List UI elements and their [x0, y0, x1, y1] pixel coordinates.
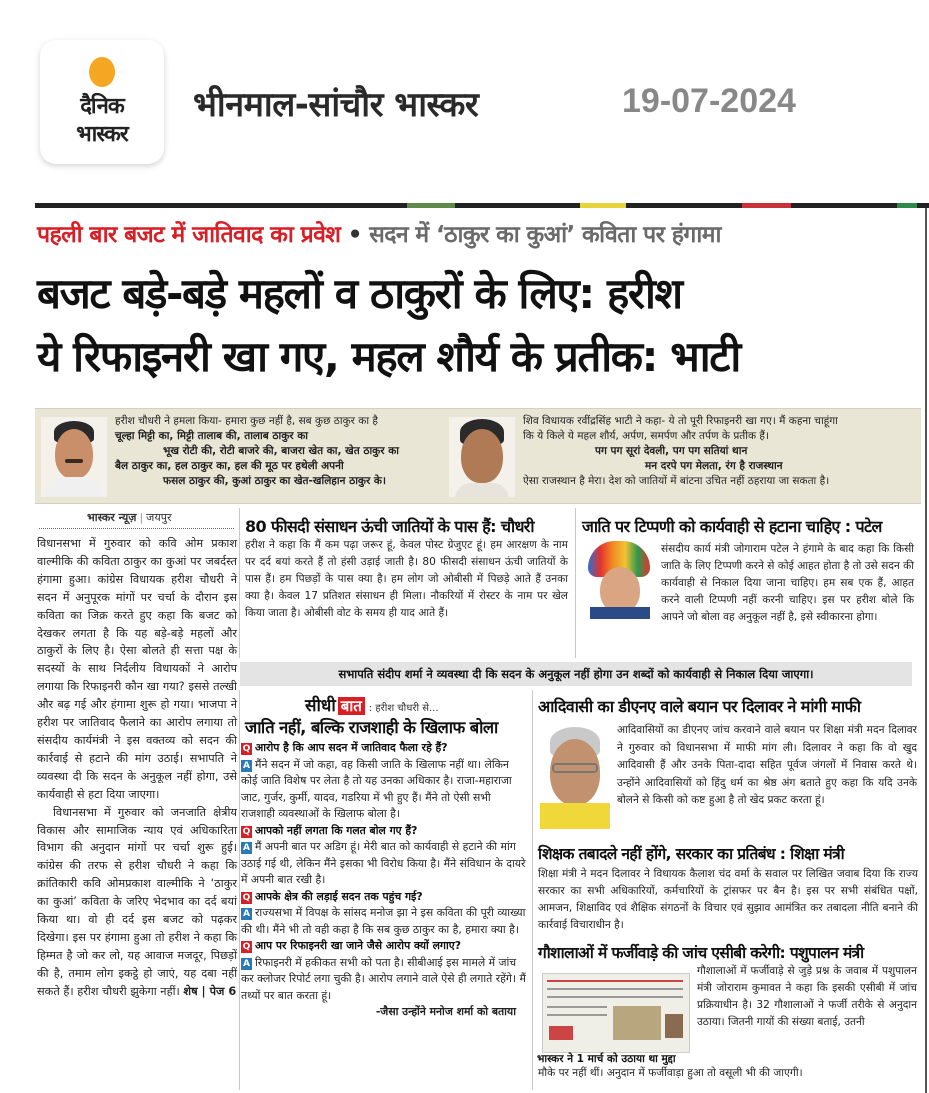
ravindra-bhati-photo: [449, 417, 515, 497]
headline-line-2: ये रिफाइनरी खा गए, महल शौर्य के प्रतीक: भाटी: [37, 332, 740, 381]
edition-title: भीनमाल-सांचौर भास्कर: [193, 85, 479, 125]
kicker-red: पहली बार बजट में जातिवाद का प्रवेश: [37, 222, 341, 248]
interview-subject: : हरीश चौधरी से...: [368, 703, 439, 714]
stripe-red-segment: [742, 203, 791, 208]
interview-answer: [241, 757, 526, 823]
quote-left-line5: फसल ठाकुर की, कुआं ठाकुर का खेत-खलिहान ठाकुर के।: [163, 475, 386, 487]
byline: [87, 510, 171, 525]
clip-photo: [665, 1014, 683, 1038]
sidhi-label: सीधी: [305, 696, 336, 716]
logo-text-line1: दैनिक: [80, 94, 124, 119]
clip-line: [547, 980, 683, 982]
quote-right-line4: मन दरपे पग मेलता, रंग है राजस्थान: [645, 460, 783, 472]
question-text: आपके क्षेत्र की लड़ाई सदन तक पहुंच गई?: [255, 889, 423, 903]
byline-divider: [39, 528, 234, 529]
photo-glasses: [552, 763, 598, 773]
byline-source: भास्कर न्यूज़: [87, 511, 137, 524]
clip-photo: [613, 1006, 661, 1040]
patel-heading: जाति पर टिप्पणी को कार्यवाही से हटाना चाहिए : पटेल: [582, 517, 882, 536]
clip-photo: [549, 1026, 573, 1040]
quote-right-line2: कि ये किले ये महल शौर्य, अर्पण, समर्पण और तर्पण के प्रतीक हैं।: [523, 430, 769, 442]
column-divider: [239, 508, 240, 658]
quote-left-line4: बैल ठाकुर का, हल ठाकुर का, हल की मूठ पर हथेली अपनी: [115, 460, 344, 472]
gaushala-body-bottom: मौके पर नहीं थीं। अनुदान में फर्जीवाड़ा हुआ तो वसूली भी की जाएगी।: [538, 1067, 803, 1079]
column-divider: [239, 690, 240, 1090]
newspaper-page: [35, 203, 929, 1093]
baat-label: बात: [338, 697, 365, 715]
newspaper-clipping-image: [542, 973, 690, 1053]
answer-badge-icon: A: [241, 908, 252, 920]
dilawar-heading: आदिवासी का डीएनए वाले बयान पर दिलावर ने मांगी माफी: [538, 697, 861, 716]
question-text: आप पर रिफाइनरी खा जाने जैसे आरोप क्यों लगाए?: [255, 939, 462, 952]
quote-left-line2: चूल्हा मिट्टी का, मिट्टी तालाब की, तालाब ठाकुर का: [115, 430, 309, 442]
question-badge-icon: Q: [242, 826, 251, 837]
logo-sun-icon: [89, 57, 115, 87]
column-divider: [575, 508, 576, 658]
edition-date: 19-07-2024: [622, 82, 796, 120]
page-edge: [925, 208, 927, 1093]
quote-right-line3: पग पग सूरां देवली, पग पग सतियां थान: [595, 445, 748, 457]
clip-line: [547, 1006, 607, 1008]
photo-coat: [590, 607, 650, 619]
interview-question: [241, 889, 526, 906]
answer-badge-icon: A: [241, 760, 252, 772]
lead-paragraph-2-wrap: [37, 804, 237, 1001]
patel-body: संसदीय कार्य मंत्री जोगाराम पटेल ने हंगामे के बाद कहा कि किसी जाति के लिए टिप्पणी करने से कोई आहत होता है तो उसे सदन की कार्यवाही से निकाल दिया जाना चाहिए। हम सब एक हैं, आहत करने वाली टिप्पणी नहीं करनी चाहिए। इस पर हरीश बोले कि आपने जो बोला वह अनुकूल नहीं है, इसे स्वीकारना होगा।: [661, 543, 915, 623]
column-divider: [532, 690, 533, 1090]
teachers-body: शिक्षा मंत्री ने मदन दिलावर ने विधायक कैलाश चंद वर्मा के सवाल पर लिखित जवाब दिया कि राज्य सरकार का सभी अधिकारियों, कर्मचारियों के ट्रांसफर पर बैन है। इस पर सभी संबंधित पक्षों, आमजन, शिक्षाविद एवं शैक्षिक संगठनों के विचार एवं सुझाव आमंत्रित कर तबादला नीति बनाने की कार्रवाई विचाराधीन है।: [538, 868, 918, 931]
answer-badge-icon: A: [241, 842, 252, 854]
quote-band: [35, 408, 921, 504]
interview-question: [241, 740, 526, 757]
clip-line: [547, 988, 683, 990]
quote-right-line5: ऐसा राजस्थान है मेरा। देश को जातियों में बांटना उचित नहीं ठहराया जा सकता है।: [523, 475, 830, 487]
photo-face: [461, 429, 503, 483]
question-text: आपको नहीं लगता कि गलत बोल गए हैं?: [255, 823, 418, 837]
photo-face: [55, 429, 93, 479]
interview-qa: [241, 740, 526, 1021]
lead-paragraph-2: विधानसभा में गुरुवार को जनजाति क्षेत्रीय विकास और सामाजिक न्याय एवं अधिकारिता विभाग की अनुदान मांगों पर चर्चा शुरू हुई। कांग्रेस की तरफ से हरीश चौधरी ने कहा कि क्रांतिकारी कवि ओमप्रकाश वाल्मीकि ने ‘ठाकुर का कुआं’ कविता के जरिए भेदभाव का दर्द बयां किया था। वो ही दर्द इस बजट को पढ़कर दिखेगा। इस पर हंगामा हुआ तो हरीश ने कहा कि हिम्मत है जो कर लो, यह आवाज मजदूर, पिछड़ों की है, तमाम लोग इकट्ठे हो जाएं, यह दबा नहीं सकते हैं। हरीश चौधरी झुकेगा नहीं।: [37, 805, 237, 998]
stripe-green-segment: [407, 203, 455, 208]
interview-question: [241, 823, 526, 840]
headline-line-1: बजट बड़े-बड़े महलों व ठाकुरों के लिए: हरीश: [37, 269, 682, 318]
dilawar-body: आदिवासियों का डीएनए जांच करवाने वाले बयान पर शिक्षा मंत्री मदन दिलावर ने गुरुवार को विधानसभा में माफी मांग ली। दिलावर ने कहा कि वो खुद आदिवासी हैं और उनके पिता-दादा सहित पूर्वज जंगलों में निवास करते थे। उन्होंने आदिवासियों को हिंदु धर्म का श्रेष्ठ अंग बताते हुए कहा कि यदि उनके बोलने से किसी को कष्ट हुआ है तो खेद प्रकट करता हूं।: [617, 724, 917, 806]
byline-city: जयपुर: [146, 511, 172, 524]
stripe-green2-segment: [897, 203, 917, 208]
interview-question: [241, 938, 526, 955]
answer-text: मैं अपनी बात पर अडिग हूं। मेरी बात को कार्यवाही से हटाने की मांग उठाई गई थी, लेकिन मैंने इसका भी विरोध किया है। मैंने संविधान के दायरे में अपनी बात रखी है।: [241, 840, 526, 886]
kicker-grey: सदन में ‘ठाकुर का कुआं’ कविता पर हंगामा: [369, 222, 721, 248]
lead-paragraph-1: विधानसभा में गुरुवार को कवि ओम प्रकाश वाल्मीकि की कविता ठाकुर का कुआं पर जबर्दस्त हंगामा हुआ। कांग्रेस विधायक हरीश चौधरी ने सदन में अनुपूरक मांगों पर चर्चा के दौरान इस कविता का जिक्र करते हुए कहा कि बजट को देखकर लगता है कि यह बड़े-बड़े महलों और ठाकुरों के लिए है। ऐसा बोलते ही सत्ता पक्ष के सदस्यों के साथ निर्दलीय विधायकों ने आरोप लगाया कि रिफाइनरी कौन खा गया? इससे तल्खी और बढ़ गई और हंगामा शुरू हो गया। भाजपा ने हरीश पर जातिवाद फैलाने का आरोप लगाया तो संसदीय कार्यमंत्री ने इस वक्तव्य को सदन की कार्रवाई से हटाने की मांग उठाई। सभापति ने व्यवस्था दी कि सदन के अनुकूल नहीं होगा, उसे कार्यवाही से हटा दिया जाएगा।: [37, 537, 237, 801]
chaudhary-heading: 80 फीसदी संसाधन ऊंची जातियों के पास हैं: चौधरी: [245, 517, 534, 536]
interview-answer: [241, 955, 526, 1005]
interview-credit: -जैसा उन्होंने मनोज शर्मा को बताया: [375, 1005, 516, 1018]
photo-shirt: [455, 483, 509, 497]
question-badge-icon: Q: [242, 744, 251, 754]
photo-shirt: [45, 477, 103, 497]
interview-heading: जाति नहीं, बल्कि राजशाही के खिलाफ बोला: [245, 718, 498, 737]
gaushala-heading: गौशालाओं में फर्जीवाड़े की जांच एसीबी करेगी: पशुपालन मंत्री: [538, 944, 864, 962]
question-badge-icon: Q: [242, 892, 251, 903]
harish-chaudhary-photo: [41, 417, 107, 497]
quote-left-line3: भूख रोटी की, रोटी बाजरे की, बाजरा खेत का, खेत ठाकुर का: [163, 445, 399, 457]
app-header: [0, 0, 929, 195]
byline-separator: |: [139, 511, 144, 524]
quote-left-line1: हरीश चौधरी ने हमला किया- हमारा कुछ नहीं है, सब कुछ ठाकुर का है: [115, 415, 378, 427]
dainik-bhaskar-logo[interactable]: [40, 40, 164, 164]
answer-text: मैंने सदन में जो कहा, वह किसी जाति के खिलाफ नहीं था। लेकिन कोई जाति विशेष पर लेता है तो यह उनका अधिकार है। राजा-महाराजा जाट, गुर्जर, कुर्मी, यादव, गडरिया में भी हुए हैं। मैंने तो ऐसी सभी राजशाही व्यवस्थाओं के खिलाफ बोला है।: [241, 757, 512, 820]
answer-badge-icon: A: [241, 958, 252, 970]
clip-line: [547, 996, 683, 998]
clipping-caption: भास्कर ने 1 मार्च को उठाया था मुद्दा: [537, 1053, 676, 1065]
photo-scarf: [540, 803, 610, 829]
madan-dilawar-photo: [540, 721, 610, 829]
stripe-yellow-segment: [580, 203, 626, 208]
chaudhary-body: हरीश ने कहा कि मैं कम पढ़ा जरूर हूं, केवल पोस्ट ग्रेजुएट हूं। हम आरक्षण के नाम पर दर्द बयां करते हैं तो हंसी उड़ाई जाती है। 80 फीसदी संसाधन ऊंची जातियों के पास हैं। हम पिछड़ों के पास क्या है। हम लोग जो ओबीसी में पिछड़े आते हैं उनका क्या है। केवल 17 प्रतिशत संसाधन ही मिला। नौकरियों में रोस्टर के नाम पर खेल किया जाता है। ओबीसी वोट के समय ही याद आते हैं।: [245, 539, 568, 619]
teachers-heading: शिक्षक तबादले नहीं होंगे, सरकार का प्रतिबंध : शिक्षा मंत्री: [538, 845, 845, 863]
notice-bar: सभापति संदीप शर्मा ने व्यवस्था दी कि सदन के अनुकूल नहीं होगा उन शब्दों को कार्यवाही से निकाल दिया जाएगा।: [240, 662, 912, 686]
logo-text-line2: भास्कर: [76, 122, 128, 147]
color-stripe: [35, 203, 929, 208]
answer-text: रिफाइनरी में हकीकत सभी को पता है। सीबीआई इस मामले में जांच कर क्लोजर रिपोर्ट लगा चुकी है। आरोप लगाने वाले ऐसे ही लगाते रहेंगे। मैं तथ्यों पर बात करता हूं।: [241, 955, 526, 1002]
quote-right-line1: शिव विधायक रवींद्रसिंह भाटी ने कहा- ये तो पूरी रिफाइनरी खा गए। मैं कहना चाहूंगा: [523, 415, 838, 427]
lead-story-body: [37, 535, 237, 1001]
continued-page-link[interactable]: शेष | पेज 6: [183, 984, 237, 998]
interview-answer: [241, 905, 526, 938]
jogaram-patel-photo: [584, 541, 654, 619]
kicker-bullet: •: [347, 222, 362, 248]
sidhi-baat-label: [305, 693, 439, 716]
answer-text: राज्यसभा में विपक्ष के सांसद मनोज झा ने इस कविता की पूरी व्याख्या की थी। मैंने भी तो वही कहा है कि सब कुछ ठाकुर का है, हमारा क्या है।: [241, 906, 526, 936]
photo-moustache: [65, 459, 83, 463]
clip-line: [547, 1014, 607, 1016]
question-badge-icon: Q: [242, 942, 251, 952]
interview-answer: [241, 839, 526, 889]
question-text: आरोप है कि आप सदन में जातिवाद फैला रहे हैं?: [255, 741, 448, 754]
story-kicker: [37, 217, 721, 249]
gaushala-body-top: गौशालाओं में फर्जीवाड़े से जुड़े प्रश्न के जवाब में पशुपालन मंत्री जोराराम कुमावत ने कहा कि इसकी एसीबी में जांच प्रक्रियाधीन है। 32 गौशालाओं ने फर्जी तरीके से अनुदान उठाया। जितनी गायों की संख्या बताई, उतनी: [697, 965, 917, 1028]
